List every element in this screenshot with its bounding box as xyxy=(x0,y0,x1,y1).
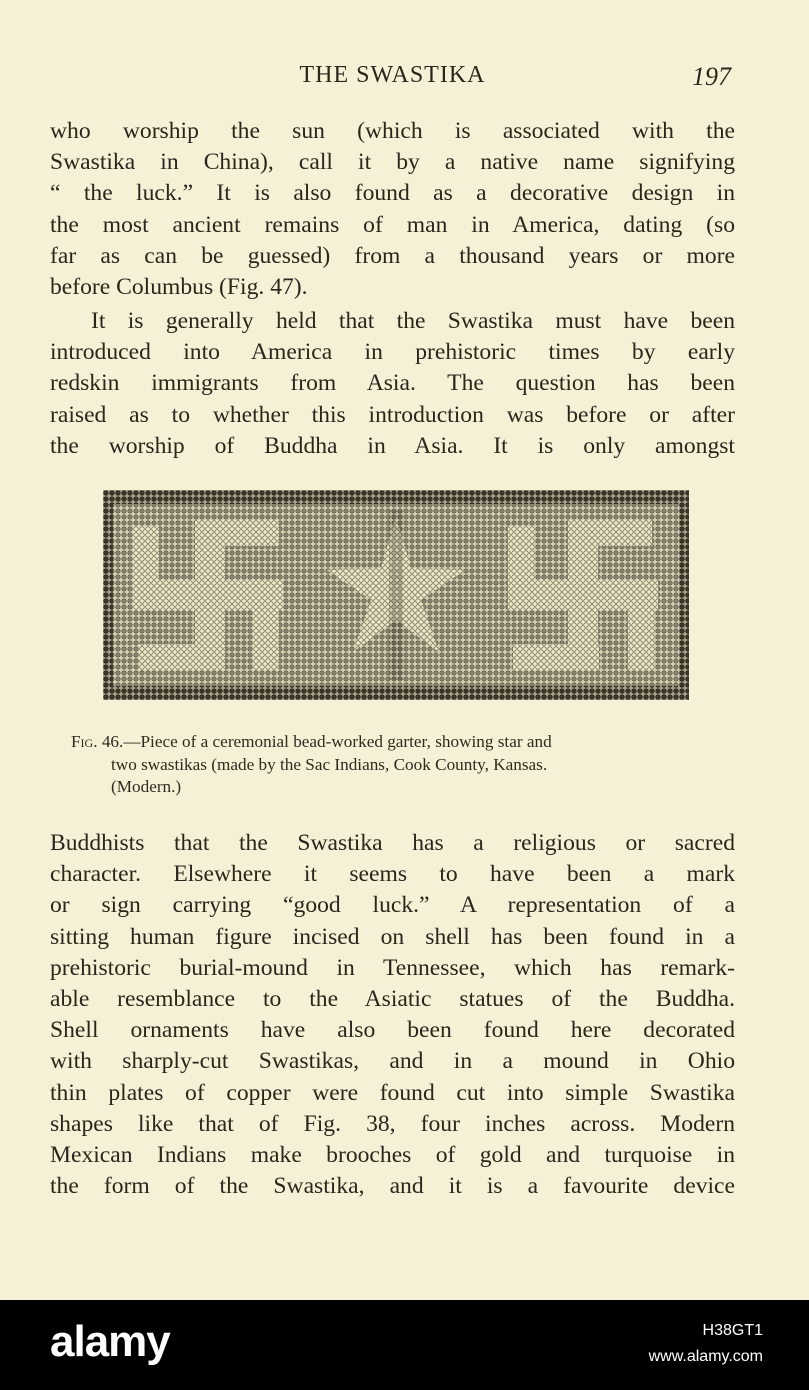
paragraph-1 xyxy=(50,116,735,303)
text-line: sitting human figure incised on shell has been found in a xyxy=(50,923,735,950)
caption-text: —Piece of a ceremonial bead-worked garter, showing star and xyxy=(123,732,552,751)
image-id: H38GT1 xyxy=(702,1322,763,1339)
text-line: Swastika in China), call it by a native name signifying xyxy=(50,149,735,176)
text-line: far as can be guessed) from a thousand years or more xyxy=(50,242,735,269)
bead-garter-figure xyxy=(103,490,689,700)
text-line: character. Elsewhere it seems to have been a mark xyxy=(50,861,735,888)
text-line: raised as to whether this introduction was before or after xyxy=(50,401,735,428)
caption-line-1 xyxy=(71,731,731,754)
text-line: prehistoric burial-mound in Tennessee, which has remark- xyxy=(50,954,735,981)
paragraph-2 xyxy=(50,306,735,462)
text-line: “ the luck.” It is also found as a decorative design in xyxy=(50,180,735,207)
text-line: able resemblance to the Asiatic statues of the Buddha. xyxy=(50,986,735,1013)
caption-line-3: (Modern.) xyxy=(111,777,182,796)
running-head xyxy=(50,62,735,96)
paragraph-3 xyxy=(50,828,735,1202)
swastika-left xyxy=(133,520,283,670)
text-line: introduced into America in prehistoric times by early xyxy=(50,339,735,366)
text-line: redskin immigrants from Asia. The question has been xyxy=(50,370,735,397)
swastika-right xyxy=(508,520,658,670)
caption-line-2: two swastikas (made by the Sac Indians, Cook County, Kansas. xyxy=(111,754,548,774)
text-line: or sign carrying “good luck.” A representation of a xyxy=(50,892,735,919)
text-line: with sharply-cut Swastikas, and in a mound in Ohio xyxy=(50,1048,735,1075)
figure-caption xyxy=(71,731,731,799)
text-line: who worship the sun (which is associated with the xyxy=(50,118,735,144)
text-line: the form of the Swastika, and it is a favourite device xyxy=(50,1173,735,1200)
watermark-footer xyxy=(0,1300,809,1390)
running-title: THE SWASTIKA xyxy=(299,62,486,88)
text-line: the most ancient remains of man in America, dating (so xyxy=(50,211,735,238)
text-line: Mexican Indians make brooches of gold and turquoise in xyxy=(50,1142,735,1169)
figure-label: Fig. 46. xyxy=(71,732,124,751)
text-line: Shell ornaments have also been found here decorated xyxy=(50,1017,735,1044)
page-number: 197 xyxy=(692,62,731,91)
alamy-logo: alamy xyxy=(50,1317,170,1366)
text-line: the worship of Buddha in Asia. It is only amongst xyxy=(50,432,735,459)
text-line: Buddhists that the Swastika has a religious or sacred xyxy=(50,830,735,856)
text-line: before Columbus (Fig. 47). xyxy=(50,274,308,301)
footer-url: www.alamy.com xyxy=(648,1348,763,1365)
text-line: It is generally held that the Swastika must have been xyxy=(91,308,735,334)
text-line: shapes like that of Fig. 38, four inches across. Modern xyxy=(50,1110,735,1137)
text-line: thin plates of copper were found cut into simple Swastika xyxy=(50,1079,735,1106)
